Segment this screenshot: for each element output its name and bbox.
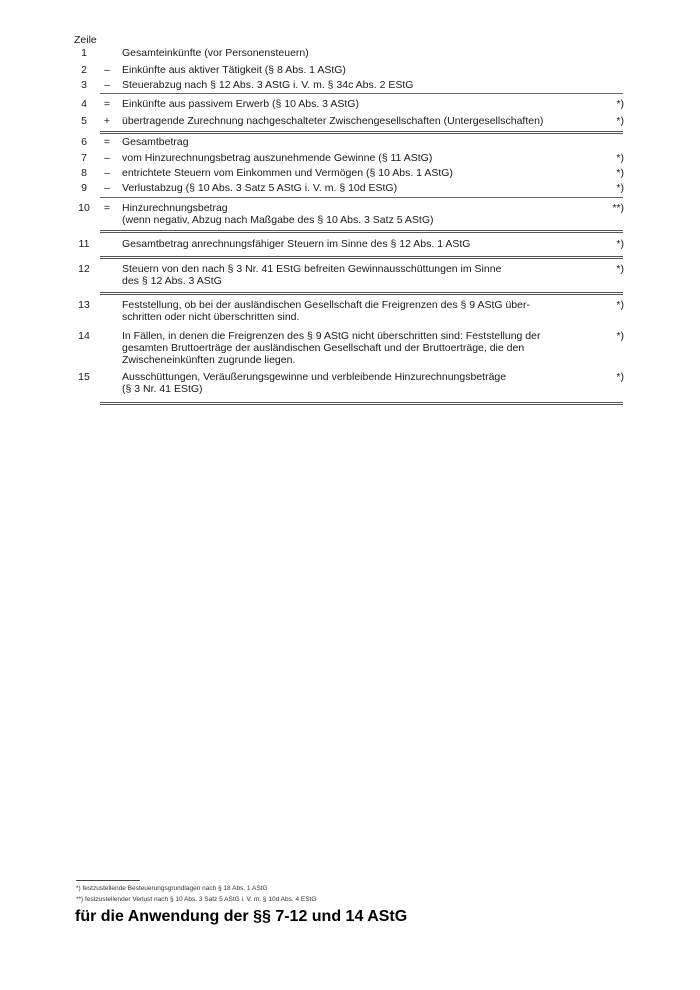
row-text-line: Steuern von den nach § 3 Nr. 41 EStG befreiten Gewinnausschüttungen im Sinne: [122, 263, 502, 275]
footnote-separator: [76, 880, 140, 881]
form-subtitle: für die Anwendung der §§ 7-12 und 14 AStG: [75, 908, 408, 925]
row-footnote-marker: *): [616, 167, 624, 179]
row-operator: =: [103, 98, 111, 110]
row-text: [122, 182, 602, 194]
row-number: 5: [81, 115, 87, 127]
row-text: [122, 330, 602, 366]
row-text-line: Ausschüttungen, Veräußerungsgewinne und verbleibende Hinzurechnungsbeträge: [122, 371, 507, 383]
row-footnote-marker: *): [616, 182, 624, 194]
row-text: [122, 64, 602, 76]
row-text: [122, 152, 602, 164]
row-text-line: Gesamteinkünfte (vor Personensteuern): [122, 47, 309, 59]
row-text-line: Steuerabzug nach § 12 Abs. 3 AStG i. V. m. § 34c Abs. 2 EStG: [122, 79, 414, 91]
row-text-line: Einkünfte aus passivem Erwerb (§ 10 Abs. 3 AStG): [122, 98, 359, 110]
row-number: 7: [81, 152, 87, 164]
row-footnote-marker: *): [616, 263, 624, 275]
row-text-line: schritten oder nicht überschritten sind.: [122, 311, 300, 323]
row-text: [122, 79, 602, 91]
row-text: [122, 98, 602, 110]
row-number: 14: [78, 330, 90, 342]
row-text-line: (§ 3 Nr. 41 EStG): [122, 383, 203, 395]
row-footnote-marker: *): [616, 371, 624, 383]
row-number: 15: [78, 371, 90, 383]
table-divider: [100, 256, 623, 259]
row-footnote-marker: **): [612, 202, 624, 214]
table-divider: [100, 292, 623, 295]
row-footnote-marker: *): [616, 98, 624, 110]
row-text-line: Feststellung, ob bei der ausländischen Gesellschaft die Freigrenzen des § 9 AStG über-: [122, 299, 530, 311]
row-text: [122, 299, 602, 323]
row-text-line: gesamten Bruttoerträge der ausländischen Gesellschaft und der Bruttoerträge, die den: [122, 342, 525, 354]
row-text-line: Einkünfte aus aktiver Tätigkeit (§ 8 Abs. 1 AStG): [122, 64, 346, 76]
table-divider: [100, 402, 623, 405]
row-number: 3: [81, 79, 87, 91]
row-number: 6: [81, 136, 87, 148]
zeile-column-header: Zeile: [74, 34, 97, 46]
row-number: 1: [81, 47, 87, 59]
table-divider: [100, 197, 623, 198]
row-footnote-marker: *): [616, 115, 624, 127]
row-number: 12: [78, 263, 90, 275]
row-number: 8: [81, 167, 87, 179]
row-operator: –: [104, 182, 110, 194]
row-text-line: Gesamtbetrag: [122, 136, 189, 148]
row-text-line: Verlustabzug (§ 10 Abs. 3 Satz 5 AStG i. V. m. § 10d EStG): [122, 182, 398, 194]
row-number: 13: [78, 299, 90, 311]
row-text-line: Hinzurechnungsbetrag: [122, 202, 228, 214]
row-text-line: entrichtete Steuern vom Einkommen und Vermögen (§ 10 Abs. 1 AStG): [122, 167, 453, 179]
row-text: [122, 263, 602, 287]
row-text: [122, 167, 602, 179]
row-text: [122, 371, 602, 395]
row-operator: –: [104, 167, 110, 179]
row-operator: =: [103, 202, 111, 214]
row-footnote-marker: *): [616, 299, 624, 311]
row-text-line: des § 12 Abs. 3 AStG: [122, 275, 222, 287]
row-number: 9: [81, 182, 87, 194]
row-text: [122, 238, 602, 250]
row-footnote-marker: *): [616, 238, 624, 250]
row-text: [122, 202, 602, 226]
row-text: [122, 115, 602, 127]
row-footnote-marker: *): [616, 152, 624, 164]
footnote-2: **) festzustellender Verlust nach § 10 Abs. 3 Satz 5 AStG i. V. m. § 10d Abs. 4 EStG: [76, 896, 317, 903]
row-text-line: (wenn negativ, Abzug nach Maßgabe des § 10 Abs. 3 Satz 5 AStG): [122, 214, 434, 226]
row-number: 4: [81, 98, 87, 110]
row-text-line: vom Hinzurechnungsbetrag auszunehmende Gewinne (§ 11 AStG): [122, 152, 433, 164]
row-text-line: In Fällen, in denen die Freigrenzen des § 9 AStG nicht überschritten sind: Feststellung der: [122, 330, 541, 342]
row-operator: –: [104, 79, 110, 91]
row-number: 11: [78, 238, 90, 250]
row-operator: –: [104, 64, 110, 76]
table-divider: [100, 131, 623, 134]
row-text-line: Gesamtbetrag anrechnungsfähiger Steuern im Sinne des § 12 Abs. 1 AStG: [122, 238, 471, 250]
row-operator: =: [103, 136, 111, 148]
row-text: [122, 136, 602, 148]
row-text: [122, 47, 602, 59]
footnote-1: *) festzustellende Besteuerungsgrundlagen nach § 18 Abs. 1 AStG: [76, 885, 268, 892]
row-operator: +: [103, 115, 111, 127]
row-number: 10: [78, 202, 90, 214]
row-number: 2: [81, 64, 87, 76]
row-text-line: übertragende Zurechnung nachgeschalteter Zwischengesellschaften (Untergesellschaften): [122, 115, 544, 127]
table-divider: [100, 230, 623, 233]
row-operator: –: [104, 152, 110, 164]
row-text-line: Zwischeneinkünften zugrunde liegen.: [122, 354, 296, 366]
table-divider: [100, 93, 623, 94]
row-footnote-marker: *): [616, 330, 624, 342]
